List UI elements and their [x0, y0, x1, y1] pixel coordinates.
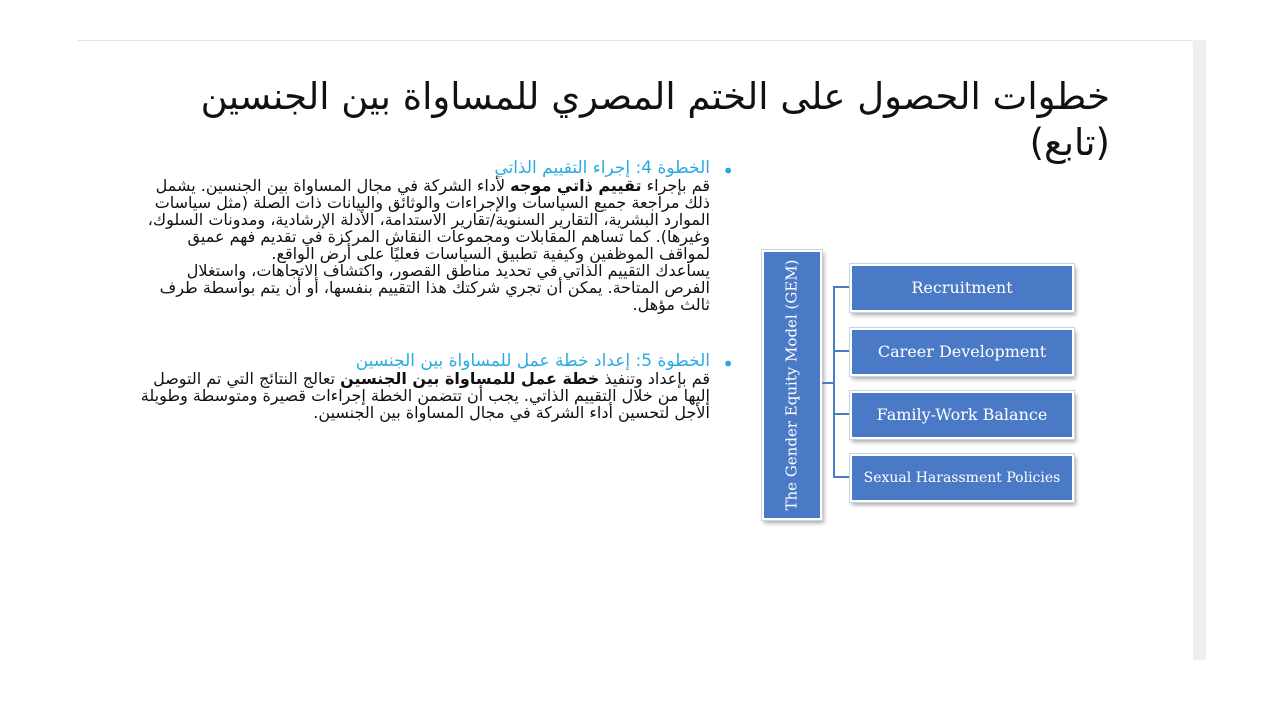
gem-model-title: The Gender Equity Model (GEM): [782, 259, 801, 511]
diagram-bracket-tick: [833, 476, 849, 478]
gem-item-recruitment: Recruitment: [850, 264, 1074, 312]
step-5-paragraph: [140, 370, 710, 421]
step-5-text-bold: خطة عمل للمساواة بين الجنسين: [340, 369, 600, 388]
bullet-icon: •: [722, 352, 734, 376]
diagram-bracket-tick: [833, 286, 849, 288]
bullet-icon: •: [722, 159, 734, 183]
diagram-bracket-tick: [833, 413, 849, 415]
step-4-paragraph-2: يساعدك التقييم الذاتي في تحديد مناطق القصور، واكتشاف الاتجاهات، واستغلال الفرص المتاحة. يمكن أن تجري شركتك هذا التقييم بنفسها، أو أن يتم بواسطة طرف ثالث مؤهل.: [159, 261, 710, 314]
step-4-text-bold: تقييم ذاتي موجه: [510, 176, 642, 195]
step-5: [140, 353, 740, 421]
slide-content: [140, 160, 740, 421]
slide-title: خطوات الحصول على الختم المصري للمساواة بين الجنسين (تابع): [200, 75, 1110, 164]
slide-top-border: [78, 40, 1206, 41]
step-4: [140, 160, 740, 313]
step-5-text-c: تعالج النتائج التي تم التوصل إليها من خلال التقييم الذاتي. يجب أن تتضمن الخطة إجراءات قصيرة ومتوسطة وطويلة الأجل لتحسين أداء الشركة في مجال المساواة بين الجنسين.: [140, 369, 710, 422]
step-5-heading: الخطوة 5: إعداد خطة عمل للمساواة بين الجنسين: [355, 351, 710, 371]
gem-item-career-development: Career Development: [850, 328, 1074, 376]
gem-item-sexual-harassment-policies: Sexual Harassment Policies: [850, 454, 1074, 502]
diagram-bracket-tick: [833, 350, 849, 352]
gem-model-box: [762, 250, 822, 520]
step-4-text-c: لأداء الشركة في مجال المساواة بين الجنسين. يشمل ذلك مراجعة جميع السياسات والإجراءات والوثائق والبيانات ذات الصلة (مثل سياسات الموارد البشرية، التقارير السنوية/تقارير الاستدامة، الأدلة الإرشادية، ومدونات السلوك، وغيرها). كما تساهم المقابلات ومجموعات النقاش المركزة في تقديم فهم عميق لمواقف الموظفين وكيفية تطبيق السياسات فعليًا على أرض الواقع.: [147, 176, 710, 263]
diagram-bracket: [833, 286, 845, 478]
slide-right-scrollbar-track: [1193, 40, 1206, 660]
step-4-text-a: قم بإجراء: [641, 176, 710, 195]
gem-item-family-work-balance: Family-Work Balance: [850, 391, 1074, 439]
step-4-paragraph-1: [140, 177, 710, 262]
step-4-heading: الخطوة 4: إجراء التقييم الذاتي: [494, 158, 710, 178]
step-5-text-a: قم بإعداد وتنفيذ: [599, 369, 710, 388]
